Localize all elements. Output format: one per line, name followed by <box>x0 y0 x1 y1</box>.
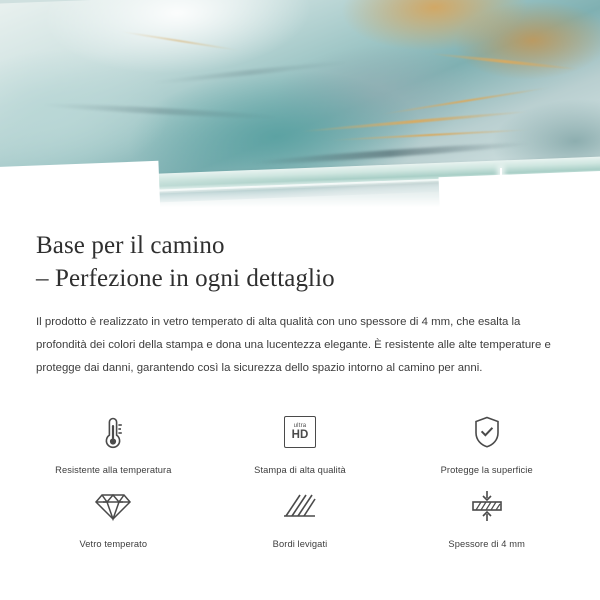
feature-label: Bordi levigati <box>272 539 328 550</box>
feature-row-top <box>20 401 580 475</box>
page-title <box>36 229 568 295</box>
thickness-icon <box>393 483 580 529</box>
polished-edges-icon <box>207 483 394 529</box>
feature-grid <box>0 401 600 549</box>
body-paragraph: Il prodotto è realizzato in vetro temperato di alta qualità con uno spessore di 4 mm, che esalta la profondità dei colori della stampa e dona una lucentezza elegante. È resistente alle alte temperature e protegge dai danni, garantendo così la sicurezza dello spazio intorno al camino per anni. <box>36 316 551 374</box>
description-content <box>0 215 600 379</box>
thermometer-icon <box>20 409 207 455</box>
ultra-hd-badge-bottom: HD <box>291 429 309 442</box>
feature-label: Protegge la superficie <box>440 465 533 476</box>
ultra-hd-badge-top: ultra <box>293 423 307 430</box>
hero-product-image <box>0 0 600 215</box>
feature-temperature-resistant <box>20 401 207 475</box>
shield-check-icon <box>393 409 580 455</box>
feature-label: Spessore di 4 mm <box>448 539 525 550</box>
diamond-icon <box>20 483 207 529</box>
image-fade-overlay <box>0 179 600 215</box>
headline-line-1: Base per il camino <box>36 232 225 259</box>
feature-tempered-glass <box>20 475 207 549</box>
headline-line-2: – Perfezione in ogni dettaglio <box>36 265 335 292</box>
feature-row-bottom <box>20 475 580 549</box>
feature-label: Resistente alla temperatura <box>55 465 172 476</box>
feature-polished-edges <box>207 475 394 549</box>
feature-thickness <box>393 475 580 549</box>
feature-high-quality-print <box>207 401 394 475</box>
feature-surface-protection <box>393 401 580 475</box>
ultra-hd-icon <box>207 409 394 455</box>
feature-label: Vetro temperato <box>79 539 148 550</box>
feature-label: Stampa di alta qualità <box>254 465 346 476</box>
